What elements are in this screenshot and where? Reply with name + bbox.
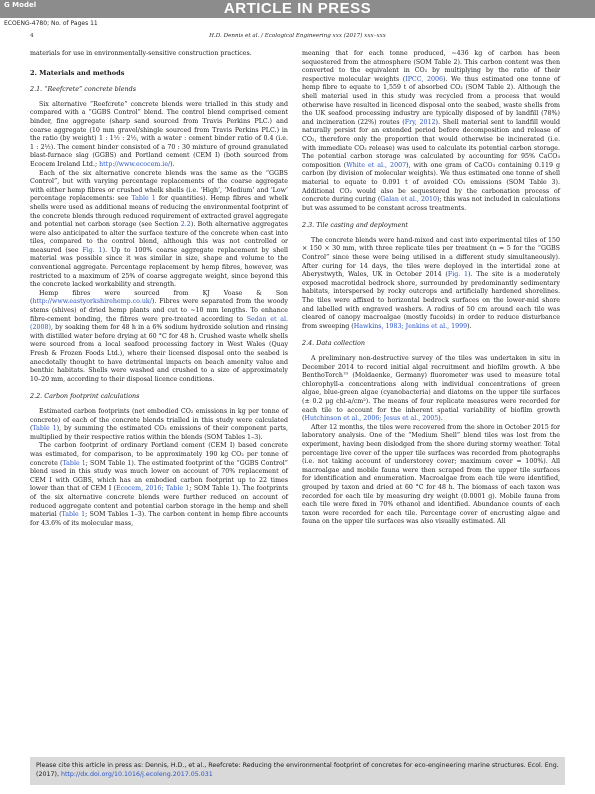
article-in-press-banner: ARTICLE IN PRESS xyxy=(223,0,372,17)
citation-link[interactable]: Fry, 2012 xyxy=(404,118,436,126)
banner-bar xyxy=(0,0,595,18)
citation-link[interactable]: Hawkins, 1983; Jenkins et al., 1999 xyxy=(353,322,468,330)
ecocem-link[interactable]: http://www.ecocem.ie/ xyxy=(99,160,171,168)
fig-1-link[interactable]: Fig. 1 xyxy=(447,271,469,279)
citation-link[interactable]: Sedan et al. (2008) xyxy=(30,315,288,332)
table-1-link[interactable]: Table 1 xyxy=(61,511,86,519)
paragraph: meaning that for each tonne produced, ∼436 kg of carbon has been sequestered from the atmosphere (SOM Table 2). This carbon content was then converted to the equivalent in CO₂ by multiplying by the ratio of their respective molecular weights (IPCC, 2006). We thus estimated one tonne of hemp fibre to equate to 1,559 t of absorbed CO₂ (SOM Table 2). Although the shell material used in this study was recycled from a process that would otherwise have resulted in licenced disposal onto the seabed, waste shells from the UK seafood processing industry are typically disposed of by landfill (78%) and incineration (22%) routes (Fry, 2012). Shell material sent to landfill would naturally persist for an extended period before decomposition and release of CO₂, therefore only the proportion that would otherwise be incinerated (i.e. with immediate CO₂ release) was used to calculate its potential carbon storage. The potential carbon storage was calculated by accounting for 95% CaCO₃ composition (White et al., 2007), with one gram of CaCO₃ containing 0.119 g carbon (by division of molecular weights). We thus estimated one tonne of shell material to equate to 0.091 t of avoided CO₂ emissions (SOM Table 3). Additional CO₂ would also be sequestered by the carbonation process of concrete during curing (Galan et al., 2010); this was not included in calculations but was assumed to be constant across treatments. xyxy=(302,50,561,212)
manuscript-info: ECOENG-4780; No. of Pages 11 xyxy=(4,20,98,27)
fig-1-link[interactable]: Fig. 1 xyxy=(82,246,103,254)
hemp-link[interactable]: http://www.eastyorkshirehemp.co.uk/ xyxy=(32,298,152,306)
right-column xyxy=(302,50,560,527)
citation-footer xyxy=(30,757,565,785)
subsection-heading-data: 2.4. Data collection xyxy=(302,339,366,348)
section-2-2-link[interactable]: 2.2 xyxy=(180,221,191,229)
paragraph: The concrete blends were hand-mixed and cast into experimental tiles of 150 × 150 × 30 mm, with three replicate tiles per treatment (n = 5 for the “GGBS Control” since these were being utilised in a different study simultaneously). After curing for 14 days, the tiles were deployed in the intertidal zone at Aberystwyth, Wales, UK in October 2014 (Fig. 1). The site is a moderately exposed macrotidal bedrock shore, surrounded by predominantly sedimentary habitats, interspersed by rocky outcrops and artificially hardened shorelines. The tiles were affixed to horizontal bedrock surfaces on the lower-mid shore and labelled with engraved washers. A radius of 50 cm around each tile was cleared of canopy macroalgae (mostly fucoids) in order to reduce disturbance from sweeping (Hawkins, 1983; Jenkins et al., 1999). xyxy=(302,236,560,330)
table-1-link[interactable]: Table 1 xyxy=(62,459,86,467)
journal-code: G Model xyxy=(4,1,37,9)
subsection-heading-carbon: 2.2. Carbon footprint calculations xyxy=(30,392,140,401)
intro-paragraph: materials for use in environmentally-sensitive construction practices. xyxy=(30,50,252,57)
running-title: H.D. Dennis et al. / Ecological Engineering xxx (2017) xxx–xxx xyxy=(209,33,386,39)
paragraph: After 12 months, the tiles were recovered from the shore in October 2015 for laboratory analysis. One of the “Medium Shell” blend tiles was lost from the experiment, having been dislodged from the shore during stormy weather. Total percentage live cover of the upper tile surfaces was recorded from photographs (i.e. not taking account of understorey cover; maximum cover = 100%). All macroalgae and mobile fauna were then scraped from the upper tile surfaces for identification and enumeration. Macroalgae from each tile were identified, grouped by taxon and dried at 60 °C for 48 h. The biomass of each taxon was recorded for each tile by measuring dry weight (0.0001 g). Mobile fauna from each tile were fixed in 70% ethanol and identified. Abundance counts of each taxon were recorded for each tile. Percentage cover of encrusting algae and fauna on the upper tile surfaces was also visually estimated. All xyxy=(302,423,560,526)
citation-link[interactable]: Ecocem, 2016; Table 1 xyxy=(115,485,190,493)
paragraph: Six alternative “Reefcrete” concrete blends were trialled in this study and compared with a “GGBS Control” blend. The control blend comprised cement binder, fine aggregate (sharp sand sourced from Travis Perkins PLC.) and coarse aggregate (10 mm gravel/shingle sourced from Travis Perkins PLC.) in the ratio (by weight) 1 : 1½ : 2½, with a water : cement binder ratio of 0.4 (i.e. 1 : 2½). The cement binder consisted of a 70 : 30 mixture of ground granulated blast-furnace slag (GGBS) and Portland cement (CEM I) (both sourced from Ecocem Ireland Ltd.; http://www.ecocem.ie/). xyxy=(30,100,288,168)
section-heading-materials: 2. Materials and methods xyxy=(30,68,125,77)
left-column xyxy=(30,50,288,528)
citation-link[interactable]: IPCC, 2006 xyxy=(405,75,443,83)
table-1-link[interactable]: Table 1 xyxy=(131,195,156,203)
subsection-heading-reefcrete: 2.1. “Reefcrete” concrete blends xyxy=(30,85,137,94)
citation-link[interactable]: Galan et al., 2010 xyxy=(380,196,437,204)
citation-link[interactable]: White et al., 2007 xyxy=(346,161,407,169)
table-1-link[interactable]: Table 1 xyxy=(32,425,57,433)
citation-link[interactable]: Hutchinson et al., 2006; Jesus et al., 2005 xyxy=(304,415,439,423)
subsection-heading-tile: 2.3. Tile casting and deployment xyxy=(302,221,408,230)
paragraph: Estimated carbon footprints (net embodied CO₂ emissions in kg per tonne of concrete) of each of the concrete blends trialled in this study were calculated (Table 1), by summing the estimated CO₂ emissions of their component parts, multiplied by their respective ratios within the blends (SOM Tables 1–3). xyxy=(30,407,288,441)
paragraph: Hemp fibres were sourced from KJ Voase & Son (http://www.eastyorkshirehemp.co.uk/). Fibres were separated from the woody stems (shives) of dried hemp plants and cut to ∼10 mm lengths. To enhance fibre-cement bonding, the fibres were pre-treated according to Sedan et al. (2008), by soaking them for 48 h in a 6% sodium hydroxide solution and rinsing with distilled water before drying at 60 °C for 48 h. Crushed waste whelk shells were sourced from a local seafood processing factory in West Wales (Quay Fresh & Frozen Foods Ltd.), where their licensed disposal onto the seabed is anecdotally thought to have detrimental impacts on beach amenity value and benthic habitats. Shells were washed and crushed to a size of approximately 10–20 mm, according to their disposal licence conditions. xyxy=(30,289,288,383)
paragraph: A preliminary non-destructive survey of the tiles was undertaken in situ in December 2014 to record initial algal recruitment and biofilm growth. A bbe BenthoTorch™ (Moldaenke, Germany) fluorometer was used to measure total chlorophyll-a concentrations along with individual concentrations of green algae, blue-green algae (cyanobacteria) and diatoms on the upper tile surfaces (± 0.2 μg chl-a/cm²). The means of four replicate measures were recorded for each tile to account for the inherent spatial variability of biofilm growth (Hutchinson et al., 2006; Jesus et al., 2005). xyxy=(302,355,560,423)
doi-link[interactable]: http://dx.doi.org/10.1016/j.ecoleng.2017.05.031 xyxy=(60,770,213,778)
citation-text: Please cite this article in press as: Dennis, H.D., et al., Reefcrete: Reducing the environmental footprint of concretes for eco-engineering marine structures. Ecol. Eng. (2017), xyxy=(36,762,559,778)
page-number: 4 xyxy=(30,33,34,39)
paragraph: The carbon footprint of ordinary Portland cement (CEM I) based concrete was estimated, for comparison, to be approximately 190 kg CO₂ per tonne of concrete (Table 1; SOM Table 1). The estimated footprint of the “GGBS Control” blend used in this study was much lower on account of 70% replacement of CEM I with GGBS, which has an embodied carbon footprint up to 22 times lower than that of CEM I (Ecocem, 2016; Table 1; SOM Table 1). The footprints of the six alternative concrete blends were further reduced on account of reduced aggregate content and potential carbon storage in the hemp and shell material (Table 1; SOM Tables 1–3). The carbon content in hemp fibre accounts for 43.6% of its molecular mass, xyxy=(30,442,289,527)
paragraph: Each of the six alternative concrete blends was the same as the “GGBS Control”, but with varying percentage replacements of the coarse aggregate with either hemp fibres or crushed whelk shells (i.e. ‘High’, ‘Medium’ and ‘Low’ percentage replacements: see Table 1 for quantities). Hemp fibres and whelk shells were used as additional means of reducing the environmental footprint of the concrete blends through reduced requirement of extracted gravel aggregate and potential net carbon storage (see Section 2.2). Both alternative aggregates were also anticipated to alter the surface texture of the concrete when cast into tiles, compared to the control blend, although this was not controlled or measured (see Fig. 1). Up to 100% coarse aggregate replacement by shell material was possible since it was similar in size, shape and volume to the conventional aggregate. Percentage replacement by hemp fibres, however, was restricted to a maximum of 25% of coarse aggregate weight, since beyond this the concrete lacked workability and strength. xyxy=(30,169,289,289)
